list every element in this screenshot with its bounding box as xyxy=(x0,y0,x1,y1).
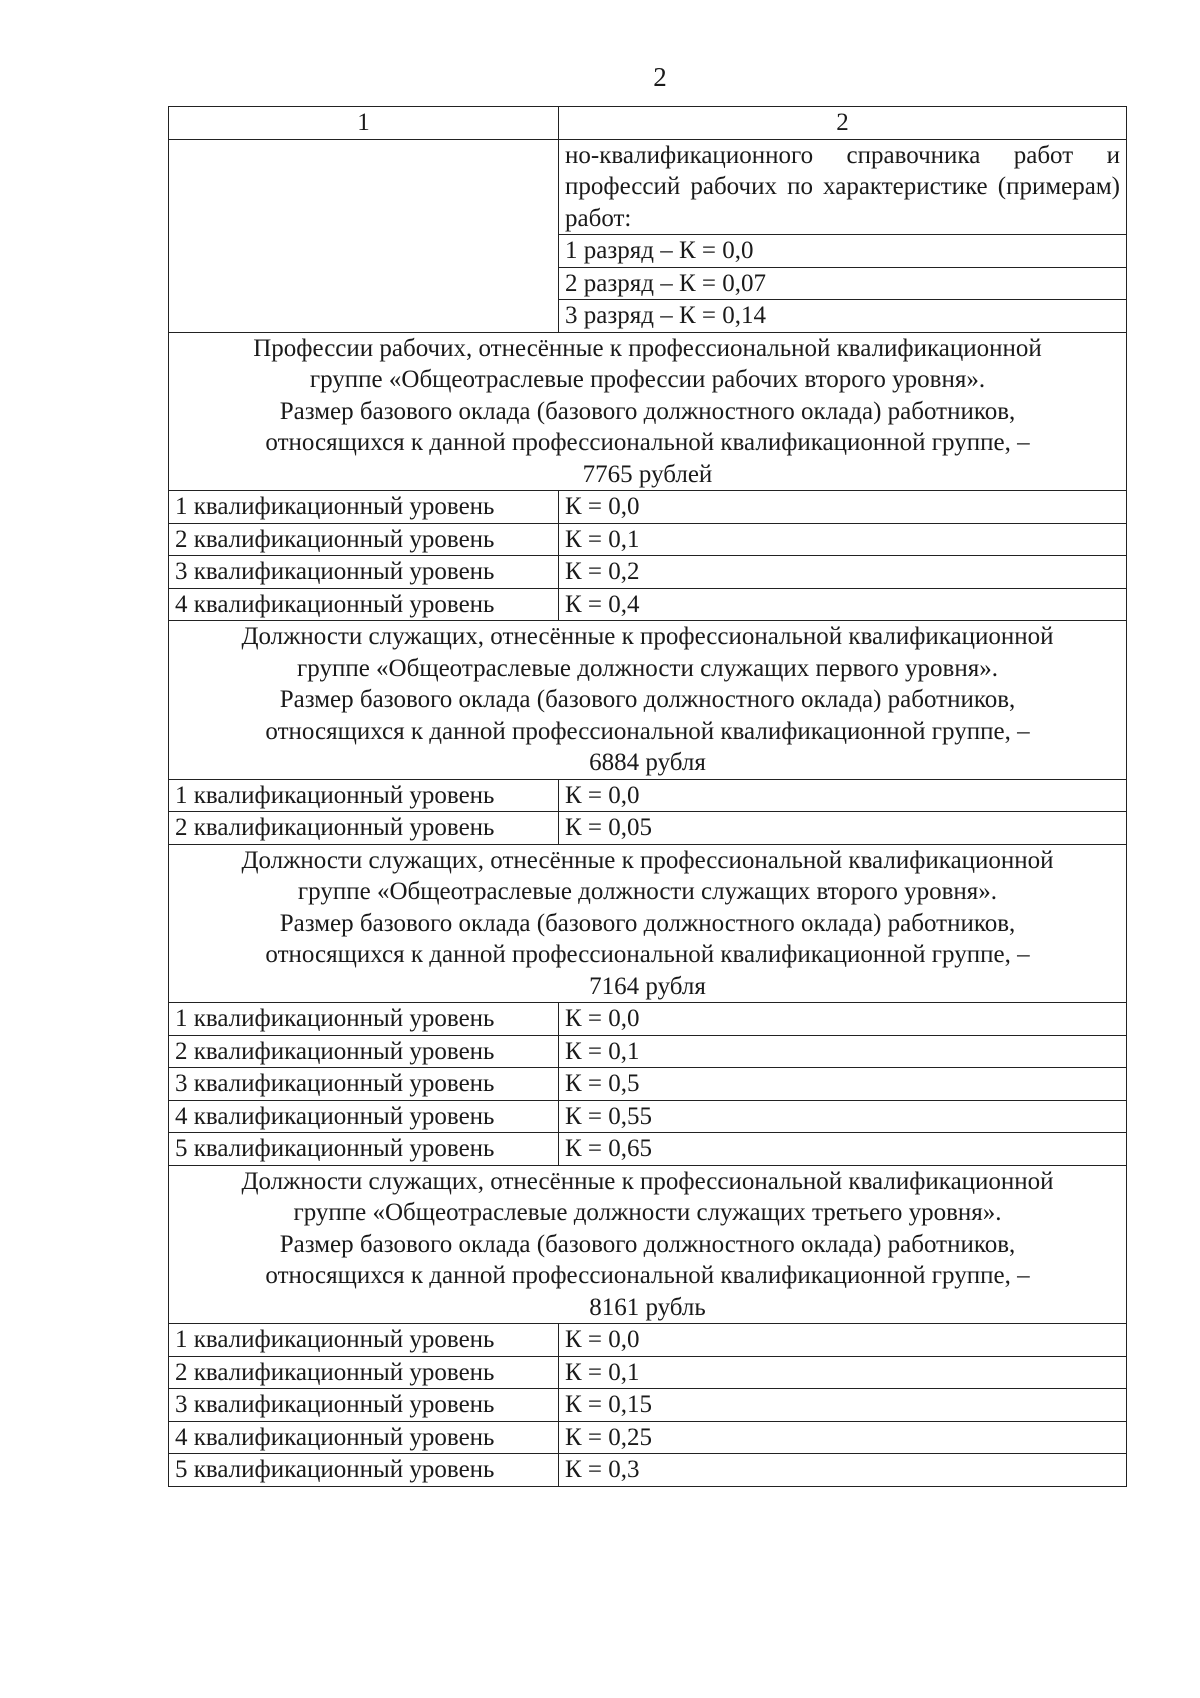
qualification-table xyxy=(168,106,1127,1487)
coefficient-value: К = 0,1 xyxy=(559,1356,1127,1389)
coefficient-value: К = 0,65 xyxy=(559,1133,1127,1166)
coefficient-value: К = 0,05 xyxy=(559,812,1127,845)
qualification-level: 2 квалификационный уровень xyxy=(169,812,559,845)
coefficient-value: К = 0,0 xyxy=(559,491,1127,524)
qualification-level: 2 квалификационный уровень xyxy=(169,1035,559,1068)
grade-cell: 1 разряд – К = 0,0 xyxy=(559,235,1127,268)
section-line: 7765 рублей xyxy=(582,460,713,488)
grade-cell: 2 разряд – К = 0,07 xyxy=(559,267,1127,300)
coefficient-value: К = 0,1 xyxy=(559,523,1127,556)
qualification-level: 1 квалификационный уровень xyxy=(169,1003,559,1036)
section-line: относящихся к данной профессиональной квалификационной группе, – xyxy=(265,717,1030,745)
section-line: Должности служащих, отнесённые к профессиональной квалификационной xyxy=(241,1167,1054,1195)
coefficient-value: К = 0,3 xyxy=(559,1454,1127,1487)
qualification-level: 1 квалификационный уровень xyxy=(169,779,559,812)
table-row xyxy=(169,1100,1127,1133)
table-row xyxy=(169,588,1127,621)
qualification-level: 5 квалификационный уровень xyxy=(169,1454,559,1487)
section-line: Должности служащих, отнесённые к профессиональной квалификационной xyxy=(241,623,1054,650)
qualification-level: 2 квалификационный уровень xyxy=(169,523,559,556)
section-description xyxy=(169,332,1127,491)
qualification-level: 4 квалификационный уровень xyxy=(169,1100,559,1133)
table-row xyxy=(169,1389,1127,1422)
coefficient-value: К = 0,5 xyxy=(559,1068,1127,1101)
section-line: Должности служащих, отнесённые к профессиональной квалификационной xyxy=(241,846,1054,874)
column-header-1: 1 xyxy=(169,107,559,140)
section-header-row xyxy=(169,844,1127,1003)
section-line: группе «Общеотраслевые профессии рабочих второго уровня». xyxy=(309,366,986,393)
coefficient-value: К = 0,2 xyxy=(559,556,1127,589)
table-row xyxy=(169,491,1127,524)
section-line: группе «Общеотраслевые должности служащих третьего уровня». xyxy=(293,1199,1002,1226)
table-row xyxy=(169,779,1127,812)
table-row xyxy=(169,1421,1127,1454)
coefficient-value: К = 0,0 xyxy=(559,1324,1127,1357)
qualification-level: 3 квалификационный уровень xyxy=(169,556,559,589)
section-header-row xyxy=(169,332,1127,491)
coefficient-value: К = 0,15 xyxy=(559,1389,1127,1422)
qualification-level: 2 квалификационный уровень xyxy=(169,1356,559,1389)
qualification-level: 1 квалификационный уровень xyxy=(169,491,559,524)
section-line: Размер базового оклада (базового должностного оклада) работников, xyxy=(279,686,1016,713)
intro-row xyxy=(169,139,1127,235)
coefficient-value: К = 0,25 xyxy=(559,1421,1127,1454)
section-header-row xyxy=(169,1165,1127,1324)
coefficient-value: К = 0,55 xyxy=(559,1100,1127,1133)
grade-cell: 3 разряд – К = 0,14 xyxy=(559,300,1127,333)
header-row xyxy=(169,107,1127,140)
section-line: относящихся к данной профессиональной квалификационной группе, – xyxy=(265,429,1030,456)
table-row xyxy=(169,1003,1127,1036)
section-line: 8161 рубль xyxy=(589,1293,706,1321)
coefficient-value: К = 0,0 xyxy=(559,779,1127,812)
intro-text: но-квалификационного справочника работ и профессий рабочих по характеристике (примерам) работ: xyxy=(559,139,1127,235)
page-number: 2 xyxy=(653,62,667,92)
table-row xyxy=(169,812,1127,845)
table-row xyxy=(169,523,1127,556)
qualification-level: 5 квалификационный уровень xyxy=(169,1133,559,1166)
qualification-level: 4 квалификационный уровень xyxy=(169,1421,559,1454)
column-header-2: 2 xyxy=(559,107,1127,140)
section-line: Размер базового оклада (базового должностного оклада) работников, xyxy=(279,397,1016,425)
section-line: группе «Общеотраслевые должности служащих второго уровня». xyxy=(297,878,998,905)
table-row xyxy=(169,1133,1127,1166)
table-row xyxy=(169,1356,1127,1389)
section-line: группе «Общеотраслевые должности служащих первого уровня». xyxy=(297,654,998,682)
table-row xyxy=(169,556,1127,589)
qualification-level: 3 квалификационный уровень xyxy=(169,1068,559,1101)
section-line: Размер базового оклада (базового должностного оклада) работников, xyxy=(279,909,1016,937)
section-line: 7164 рубля xyxy=(589,972,706,1000)
section-line: Размер базового оклада (базового должностного оклада) работников, xyxy=(279,1230,1016,1258)
section-line: относящихся к данной профессиональной квалификационной группе, – xyxy=(265,1262,1030,1289)
coefficient-value: К = 0,4 xyxy=(559,588,1127,621)
table-body xyxy=(169,107,1127,1487)
coefficient-value: К = 0,1 xyxy=(559,1035,1127,1068)
qualification-level: 4 квалификационный уровень xyxy=(169,588,559,621)
section-line: относящихся к данной профессиональной квалификационной группе, – xyxy=(265,941,1030,968)
section-description xyxy=(169,844,1127,1003)
section-header-row xyxy=(169,621,1127,780)
table-row xyxy=(169,1068,1127,1101)
table-row xyxy=(169,1324,1127,1357)
qualification-level: 3 квалификационный уровень xyxy=(169,1389,559,1422)
empty-cell xyxy=(169,139,559,332)
qualification-level: 1 квалификационный уровень xyxy=(169,1324,559,1357)
section-description xyxy=(169,1165,1127,1324)
section-line: 6884 рубля xyxy=(589,749,706,776)
section-description xyxy=(169,621,1127,780)
coefficient-value: К = 0,0 xyxy=(559,1003,1127,1036)
table-row xyxy=(169,1035,1127,1068)
section-line: Профессии рабочих, отнесённые к профессиональной квалификационной xyxy=(253,334,1042,362)
table-row xyxy=(169,1454,1127,1487)
